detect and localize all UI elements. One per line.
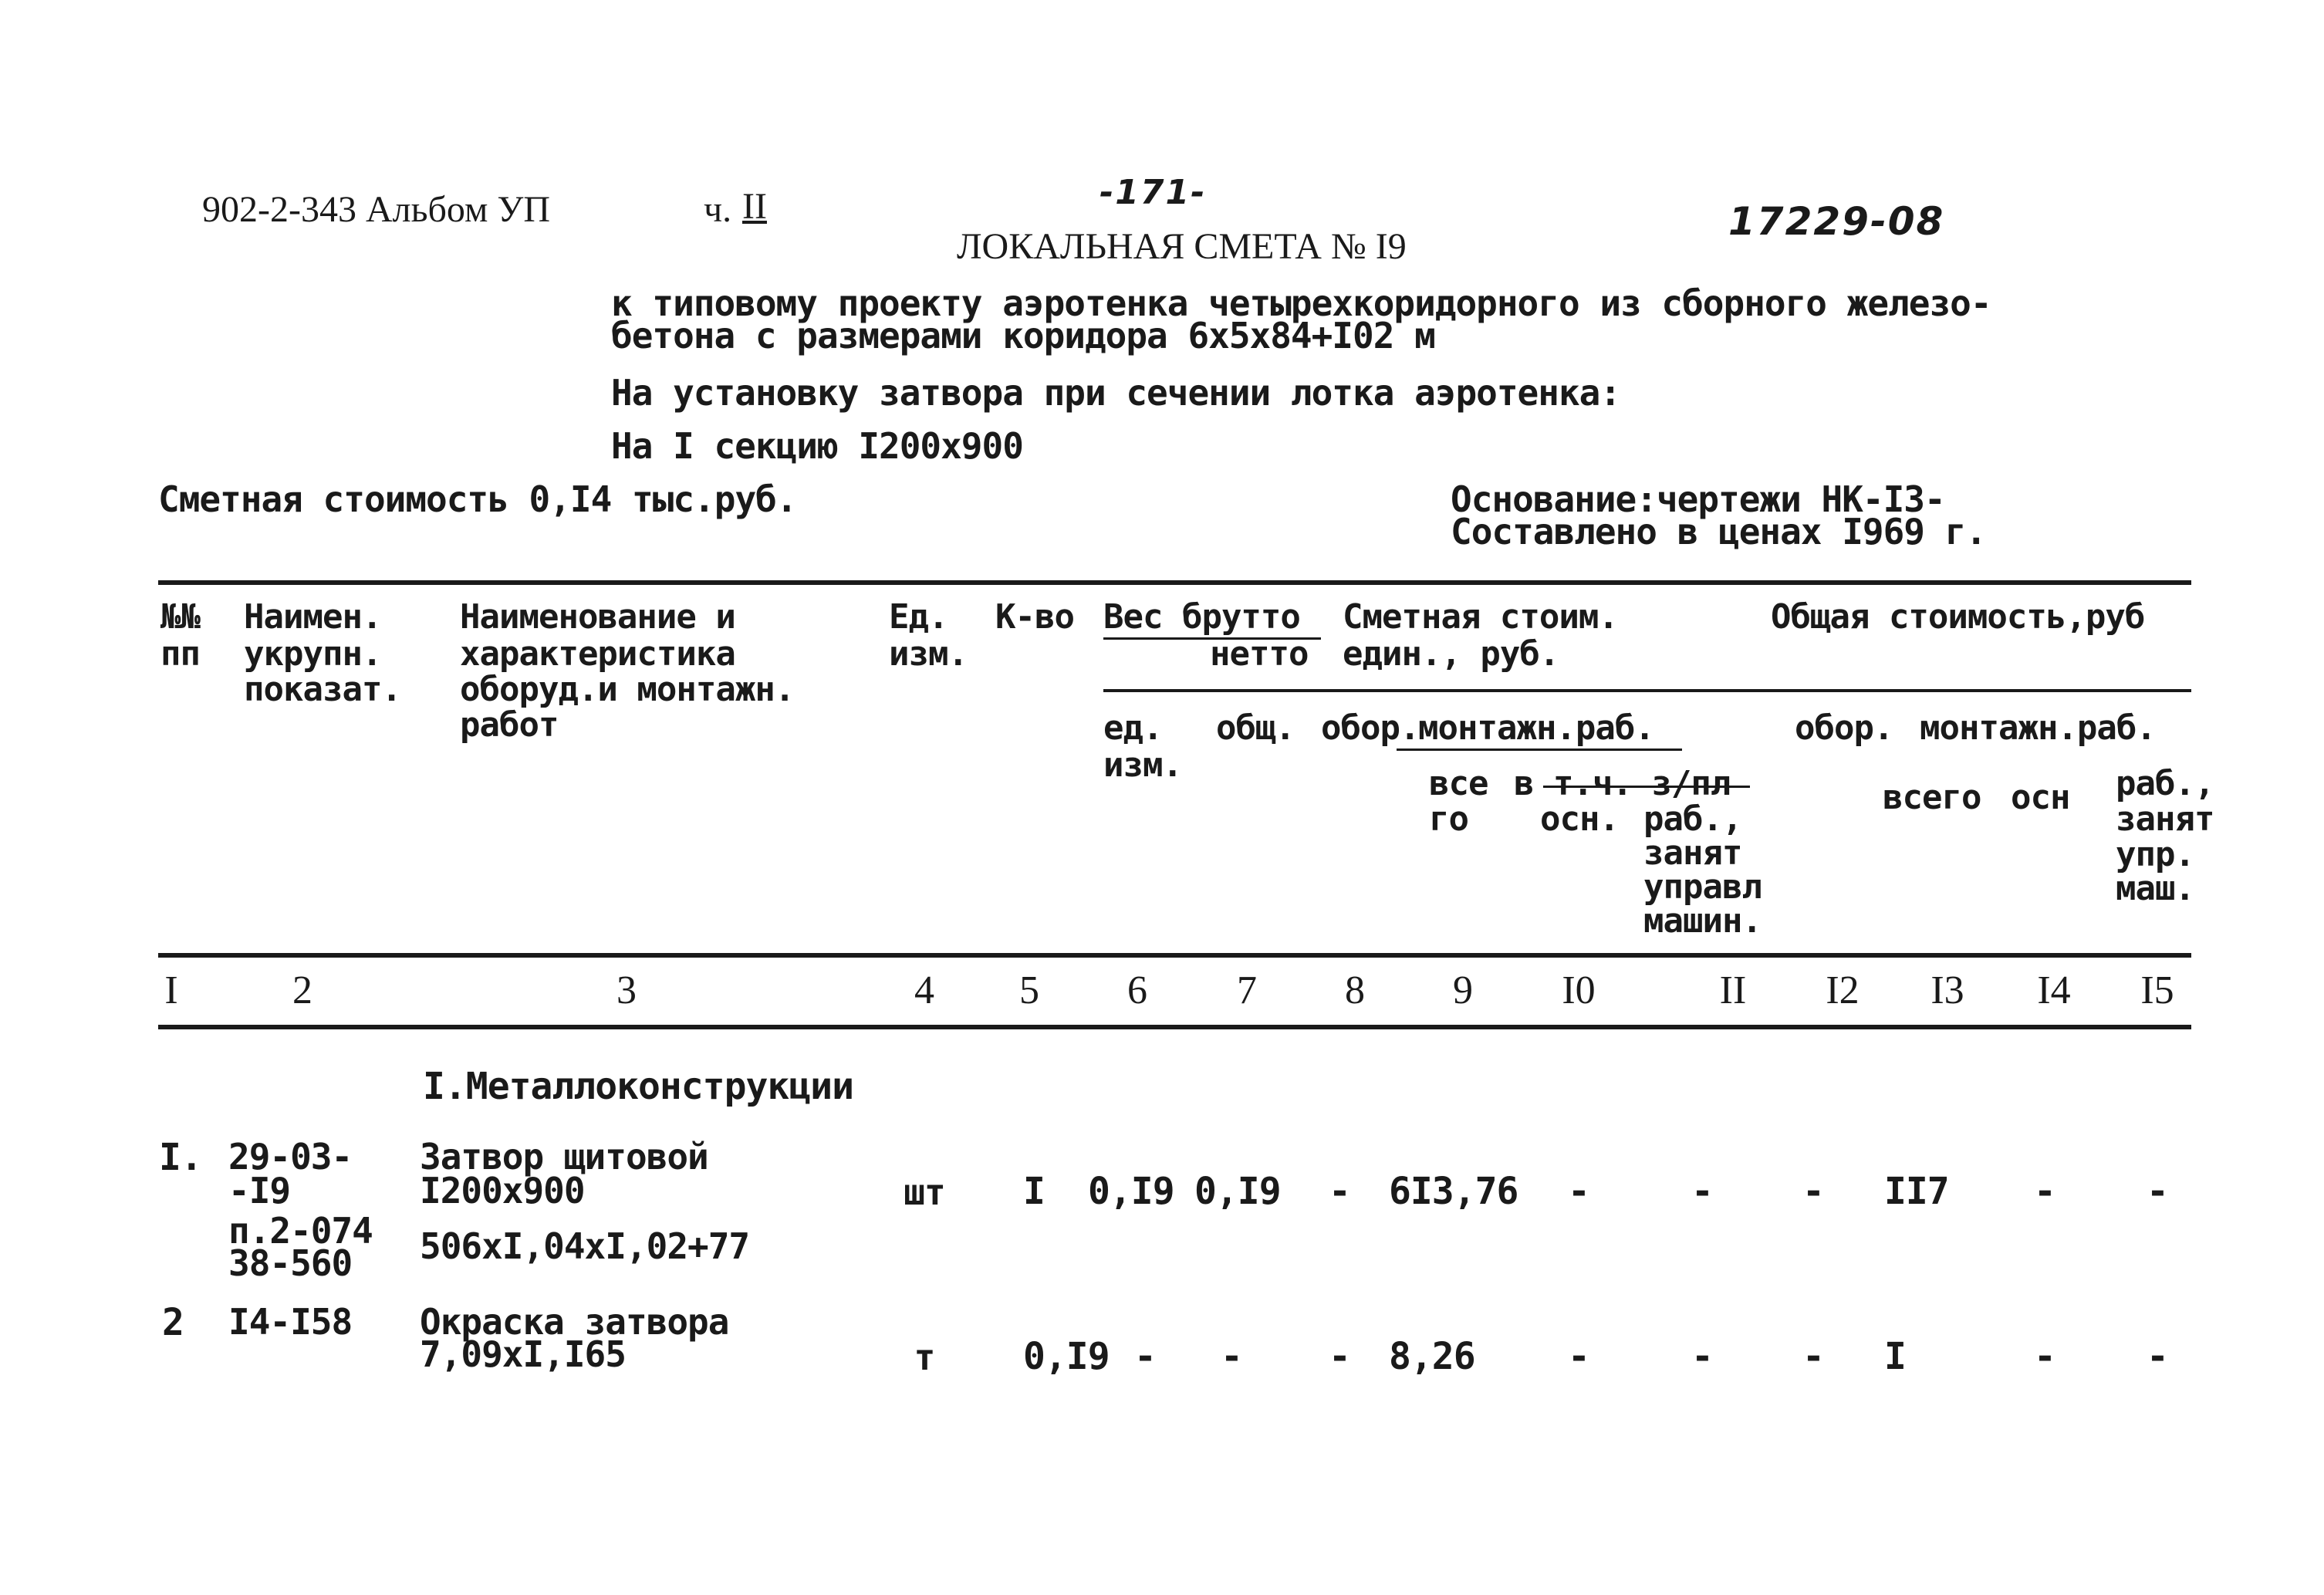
unit-cost-header-1: Сметная стоим. bbox=[1343, 597, 1618, 637]
row2-num: 2 bbox=[162, 1301, 184, 1344]
row1-rab: - bbox=[1691, 1170, 1713, 1213]
row1-weight-unit: 0,I9 bbox=[1088, 1170, 1174, 1213]
col2-header-2: укрупн. bbox=[244, 634, 382, 674]
rab-label-1: раб., bbox=[1643, 799, 1742, 839]
col2-header-3: показат. bbox=[244, 670, 401, 709]
row1-name-1: Затвор щитовой bbox=[420, 1136, 708, 1178]
incl-label: в т.ч. з/пл bbox=[1514, 764, 1731, 803]
colnum-15: I5 bbox=[2140, 968, 2174, 1012]
row2-name-1: Окраска затвора bbox=[420, 1301, 729, 1343]
row1-total-rab: - bbox=[2147, 1170, 2168, 1213]
all2-label: всего bbox=[1883, 778, 1981, 817]
col5-header: К-во bbox=[995, 597, 1074, 637]
row1-unit: шт bbox=[904, 1171, 945, 1213]
unit-label-1: ед. bbox=[1103, 708, 1163, 748]
row2-total-rab: - bbox=[2147, 1335, 2168, 1378]
rab-label-4: машин. bbox=[1643, 901, 1762, 941]
colnum-4: 4 bbox=[914, 968, 934, 1012]
rab2-label-2: занят bbox=[2116, 799, 2214, 839]
total-cost-header: Общая стоимость,руб bbox=[1771, 597, 2145, 637]
equip-label: обор. bbox=[1321, 708, 1420, 748]
row2-equip-a: - bbox=[1221, 1335, 1242, 1378]
colnum-9: 9 bbox=[1453, 968, 1473, 1012]
description-line-1: к типовому проекту аэротенка четырехкоридорного из сборного железо- bbox=[611, 282, 1991, 324]
colnum-8: 8 bbox=[1345, 968, 1365, 1012]
row2-total-equip: - bbox=[1802, 1335, 1824, 1378]
rab-label-2: занят bbox=[1643, 833, 1742, 873]
mount-underline bbox=[1397, 749, 1682, 751]
part-number: II bbox=[742, 186, 767, 227]
col2-header-1: Наимен. bbox=[244, 597, 382, 637]
col3-header-1: Наименование и bbox=[460, 597, 735, 637]
row2-mount-all: 8,26 bbox=[1389, 1335, 1475, 1378]
description-line-4: На I секцию I200х900 bbox=[611, 425, 1023, 467]
col3-header-3: оборуд.и монтажн. bbox=[460, 670, 795, 709]
document-title: ЛОКАЛЬНАЯ СМЕТА № I9 bbox=[957, 226, 1407, 267]
row1-name-3: 506хI,04хI,02+77 bbox=[420, 1225, 750, 1267]
row2-weight-total: - bbox=[1134, 1335, 1156, 1378]
rab2-label-1: раб., bbox=[2116, 764, 2214, 803]
row2-name-2: 7,09хI,I65 bbox=[420, 1333, 626, 1375]
rab2-label-3: упр. bbox=[2116, 835, 2194, 874]
row1-num: I. bbox=[159, 1136, 202, 1179]
all-label-2: го bbox=[1429, 799, 1468, 839]
column-numbers-rule bbox=[158, 1025, 2191, 1029]
row1-code-2: -I9 bbox=[228, 1170, 291, 1211]
colnum-2: 2 bbox=[292, 968, 312, 1012]
row1-code-4: 38-560 bbox=[228, 1242, 353, 1284]
row1-weight-total: 0,I9 bbox=[1194, 1170, 1281, 1213]
col1-header-1: №№ bbox=[160, 597, 200, 637]
description-line-3: На установку затвора при сечении лотка аэротенка: bbox=[611, 372, 1621, 414]
price-level: Составлено в ценах I969 г. bbox=[1451, 511, 1987, 553]
row1-qty: I bbox=[1023, 1170, 1045, 1213]
row1-total-equip: - bbox=[1802, 1170, 1824, 1213]
rab-label-3: управл bbox=[1643, 867, 1762, 907]
header-bottom-rule bbox=[158, 953, 2191, 958]
colnum-14: I4 bbox=[2037, 968, 2071, 1012]
weight-netto-header: нетто bbox=[1210, 634, 1309, 674]
page-number: -171- bbox=[1100, 173, 1207, 212]
row1-code-1: 29-03- bbox=[228, 1136, 353, 1178]
row2-weight-unit: 0,I9 bbox=[1023, 1335, 1110, 1378]
total-mount-label: монтажн.раб. bbox=[1920, 708, 2156, 748]
part-label: ч. bbox=[704, 189, 732, 230]
row2-total-osn: - bbox=[2034, 1335, 2055, 1378]
row1-total-osn: - bbox=[2034, 1170, 2055, 1213]
osn2-label: осн bbox=[2011, 778, 2070, 817]
all-label-1: все bbox=[1429, 764, 1488, 803]
colnum-13: I3 bbox=[1930, 968, 1964, 1012]
osn-label: осн. bbox=[1540, 799, 1619, 839]
estimated-cost: Сметная стоимость 0,I4 тыс.руб. bbox=[158, 478, 797, 520]
col3-header-2: характеристика bbox=[460, 634, 735, 674]
col3-header-4: работ bbox=[460, 705, 559, 745]
row1-name-2: I200х900 bbox=[420, 1170, 585, 1211]
unit-label-2: изм. bbox=[1103, 745, 1182, 785]
total-equip-label: обор. bbox=[1795, 708, 1893, 748]
row1-total-all: II7 bbox=[1884, 1170, 1949, 1213]
row1-osn: - bbox=[1568, 1170, 1589, 1213]
table-top-rule bbox=[158, 580, 2191, 585]
description-line-2: бетона с размерами коридора 6х5х84+I02 м bbox=[611, 315, 1435, 357]
col4-header-2: изм. bbox=[889, 634, 968, 674]
section-heading: I.Металлоконструкции bbox=[423, 1065, 853, 1108]
basis: Основание:чертежи НК-I3- bbox=[1451, 478, 1945, 520]
colnum-12: I2 bbox=[1826, 968, 1860, 1012]
col1-header-2: пп bbox=[160, 634, 200, 674]
colnum-6: 6 bbox=[1127, 968, 1147, 1012]
row2-equip: - bbox=[1329, 1335, 1350, 1378]
row2-osn: - bbox=[1568, 1335, 1589, 1378]
colnum-7: 7 bbox=[1237, 968, 1257, 1012]
unit-cost-header-2: един., руб. bbox=[1343, 634, 1559, 674]
row1-code-3: п.2-074 bbox=[228, 1210, 373, 1252]
handwritten-code: 17229-08 bbox=[1728, 199, 1945, 244]
colnum-10: I0 bbox=[1562, 968, 1596, 1012]
row2-rab: - bbox=[1691, 1335, 1713, 1378]
colnum-1: I bbox=[164, 968, 178, 1012]
row2-unit: т bbox=[914, 1336, 935, 1378]
row2-total-all: I bbox=[1884, 1335, 1906, 1378]
album-reference: 902-2-343 Альбом УП bbox=[202, 189, 551, 230]
header-sub-rule bbox=[1103, 689, 2191, 692]
row1-mount-all: 6I3,76 bbox=[1389, 1170, 1518, 1213]
colnum-3: 3 bbox=[616, 968, 637, 1012]
row1-equip: - bbox=[1329, 1170, 1350, 1213]
mount-label: монтажн.раб. bbox=[1418, 708, 1654, 748]
rab2-label-4: маш. bbox=[2116, 869, 2194, 908]
total-label: общ. bbox=[1216, 708, 1295, 748]
weight-brutto-header: Вес брутто bbox=[1103, 597, 1300, 637]
row2-code: I4-I58 bbox=[228, 1301, 353, 1343]
colnum-11: II bbox=[1719, 968, 1747, 1012]
col4-header-1: Ед. bbox=[889, 597, 948, 637]
colnum-5: 5 bbox=[1019, 968, 1039, 1012]
